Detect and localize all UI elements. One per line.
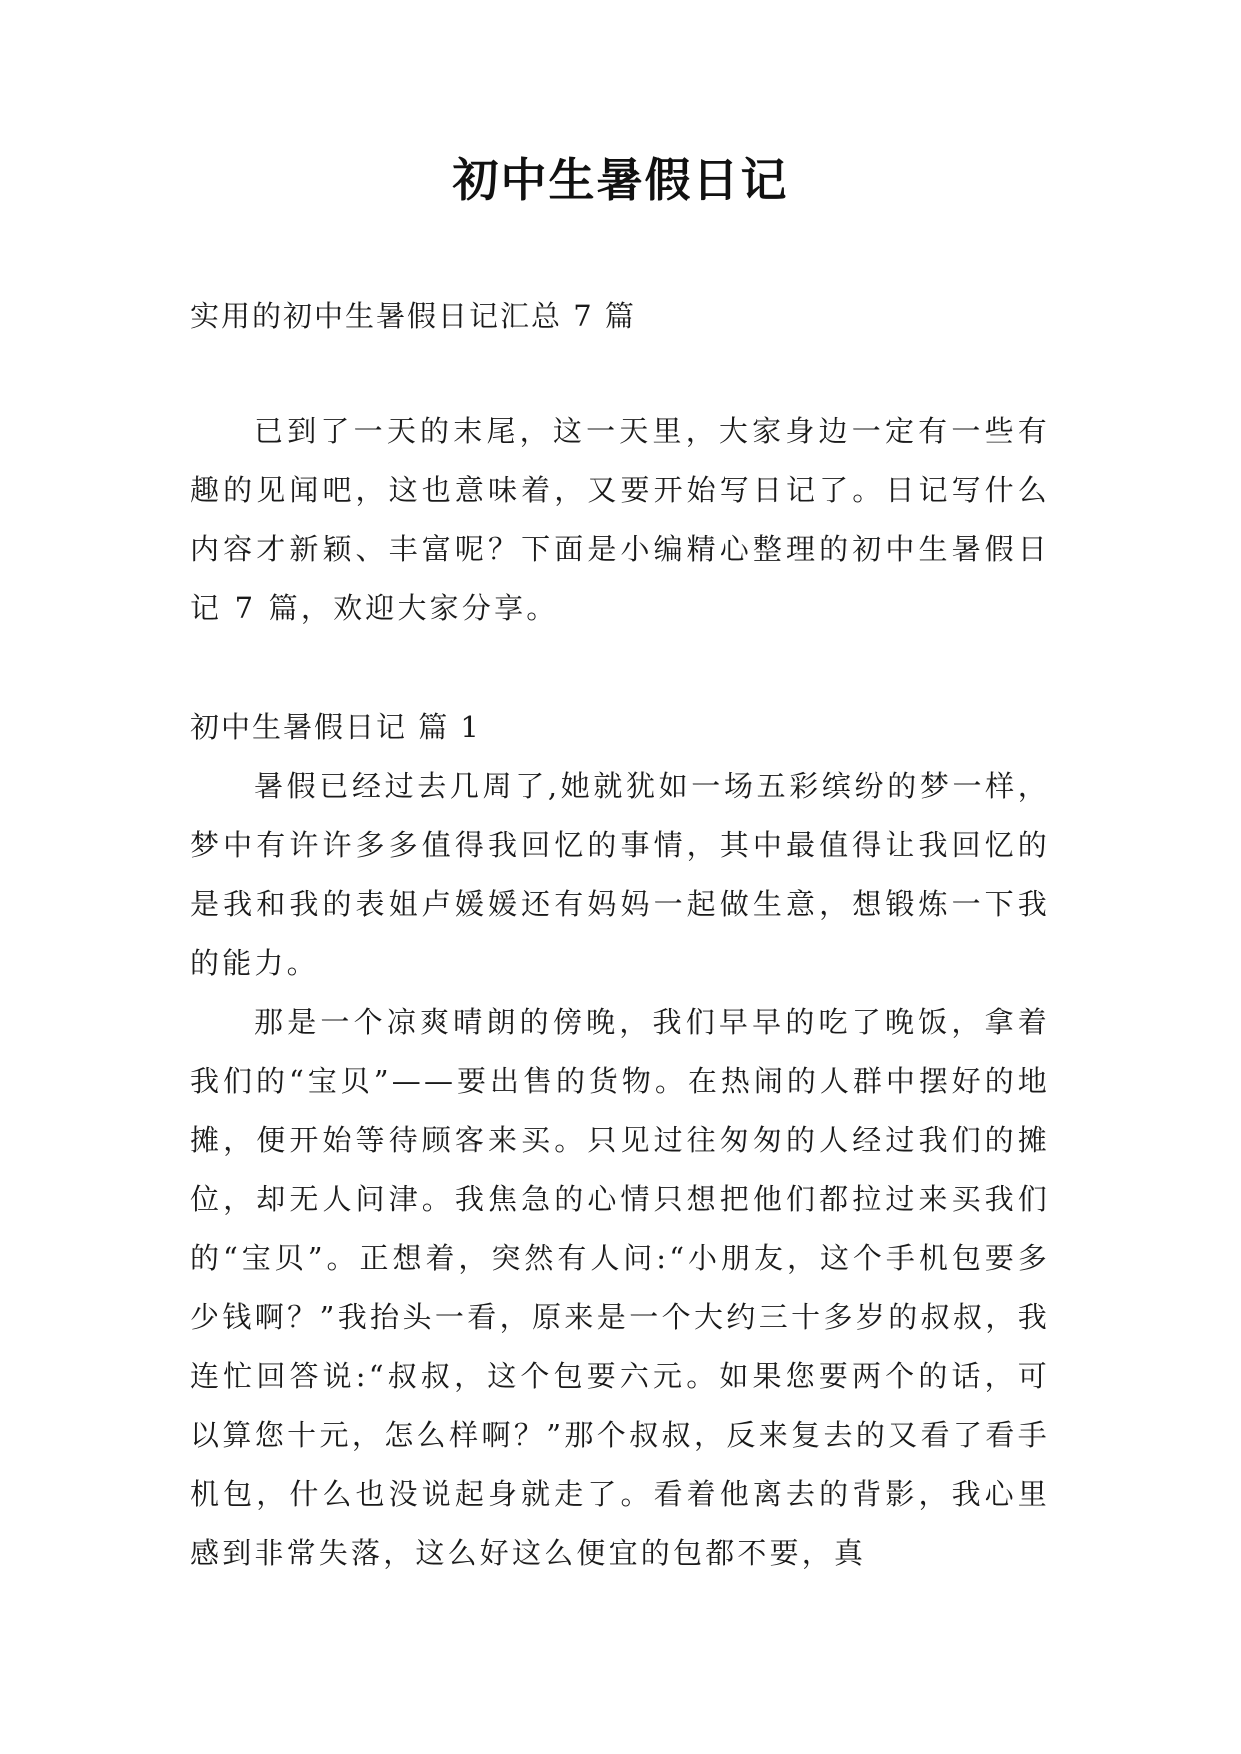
body-paragraph: 那是一个凉爽晴朗的傍晚，我们早早的吃了晚饭，拿着我们的“宝贝”——要出售的货物。在热闹的人群中摆好的地摊，便开始等待顾客来买。只见过往匆匆的人经过我们的摊位，却无人问津。我焦急的心情只想把他们都拉过来买我们的“宝贝”。正想着，突然有人问:“小朋友，这个手机包要多少钱啊？”我抬头一看，原来是一个大约三十多岁的叔叔，我连忙回答说:“叔叔，这个包要六元。如果您要两个的话，可以算您十元，怎么样啊？”那个叔叔，反来复去的又看了看手机包，什么也没说起身就走了。看着他离去的背影，我心里感到非常失落，这么好这么便宜的包都不要，真 <box>190 1005 1050 1570</box>
body-paragraph: 暑假已经过去几周了,她就犹如一场五彩缤纷的梦一样，梦中有许许多多值得我回忆的事情，其中最值得让我回忆的是我和我的表姐卢媛媛还有妈妈一起做生意，想锻炼一下我的能力。 <box>190 769 1050 980</box>
diary-body <box>190 757 1050 1583</box>
document-subtitle: 实用的初中生暑假日记汇总 7 篇 <box>190 299 636 333</box>
section-heading: 初中生暑假日记 篇 1 <box>190 710 481 744</box>
intro-section <box>190 402 1050 638</box>
document-title: 初中生暑假日记 <box>452 153 789 207</box>
intro-paragraph: 已到了一天的末尾，这一天里，大家身边一定有一些有趣的见闻吧，这也意味着，又要开始写日记了。日记写什么内容才新颖、丰富呢？下面是小编精心整理的初中生暑假日记 7 篇，欢迎大家分享。 <box>190 414 1050 625</box>
